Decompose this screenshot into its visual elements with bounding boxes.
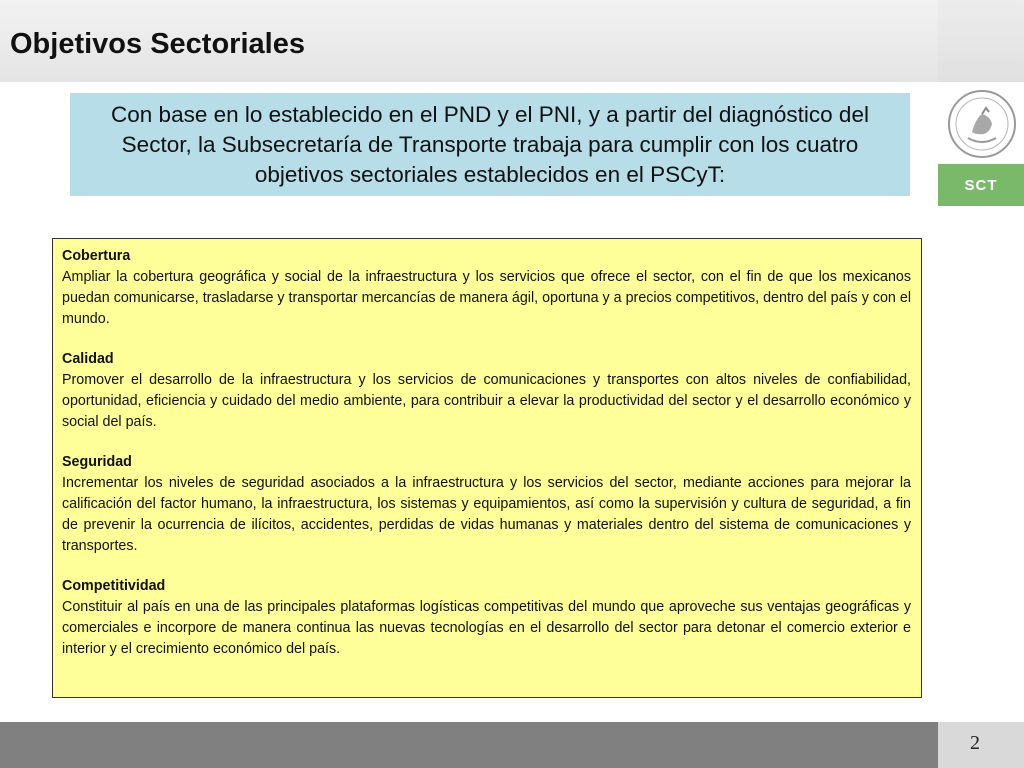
- page-number-box: [938, 722, 1024, 768]
- footer-bar: [0, 722, 938, 768]
- coat-of-arms-seal-icon: [946, 88, 1018, 160]
- objectives-box: [52, 238, 922, 698]
- right-panel: [938, 0, 1024, 722]
- page-title: Objetivos Sectoriales: [10, 28, 305, 60]
- title-bar: [0, 0, 938, 82]
- objective-description: Incrementar los niveles de seguridad asociados a la infraestructura y los servicios del sector, mediante acciones para mejorar la calificación del factor humano, la infraestructura, los sistemas y equipamientos, así como la supervisión y cultura de seguridad, a fin de prevenir la ocurrencia de ilícitos, accidentes, perdidas de vidas humanas y materiales dentro del sistema de comunicaciones y transportes.: [62, 475, 911, 554]
- page-number: 2: [970, 732, 980, 754]
- objective-item: [62, 452, 911, 557]
- sct-logo-label: SCT: [964, 176, 998, 194]
- intro-text-box: [70, 93, 910, 196]
- objective-description: Constituir al país en una de las principales plataformas logísticas competitivas del mundo que aproveche sus ventajas geográficas y comerciales e incorpore de manera continua las nuevas tecnologías en el desarrollo del sector para detonar el comercio exterior e interior y el crecimiento económico del país.: [62, 599, 911, 657]
- objective-item: [62, 349, 911, 433]
- objective-heading: Competitividad: [62, 578, 166, 594]
- intro-text: Con base en lo establecido en el PND y el PNI, y a partir del diagnóstico del Sector, la Subsecretaría de Transporte trabaja para cumplir con los cuatro objetivos sectoriales establecidos en el PSCyT:: [111, 101, 869, 187]
- objective-description: Promover el desarrollo de la infraestructura y los servicios de comunicaciones y transportes con altos niveles de confiabilidad, oportunidad, eficiencia y cuidado del medio ambiente, para contribuir a elevar la productividad del sector y el desarrollo económico y social del país.: [62, 372, 911, 430]
- objective-item: [62, 246, 911, 330]
- objective-heading: Cobertura: [62, 248, 131, 264]
- objective-heading: Seguridad: [62, 454, 132, 470]
- objective-item: [62, 576, 911, 660]
- objective-description: Ampliar la cobertura geográfica y social de la infraestructura y los servicios que ofrece el sector, con el fin de que los mexicanos puedan comunicarse, trasladarse y transportar mercancías de manera ágil, oportuna y a precios competitivos, dentro del país y con el mundo.: [62, 269, 911, 327]
- right-panel-header: [938, 0, 1024, 82]
- objective-heading: Calidad: [62, 351, 114, 367]
- sct-logo: [938, 164, 1024, 206]
